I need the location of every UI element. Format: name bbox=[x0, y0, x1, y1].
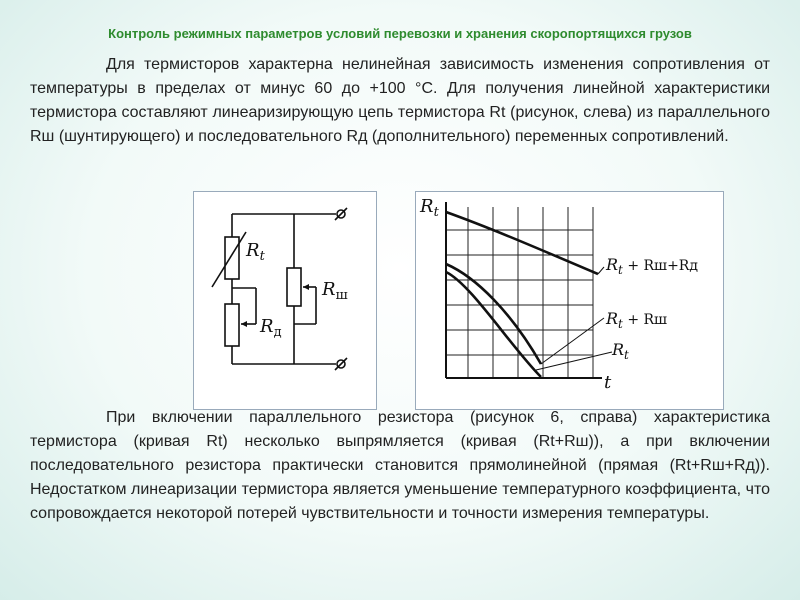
paragraph-intro bbox=[30, 53, 770, 149]
resistor-rd bbox=[225, 304, 239, 346]
paragraph-conclusion bbox=[30, 406, 770, 526]
label-curve-rt-rsh: $R_t$ + Rш bbox=[606, 309, 668, 331]
label-rt: $R_t$ bbox=[246, 240, 265, 264]
label-rd: $R_д$ bbox=[260, 316, 282, 340]
resistor-rsh bbox=[287, 268, 301, 306]
circuit-diagram bbox=[193, 191, 377, 410]
paragraph-conclusion-text: При включении параллельного резистора (рисунок 6, справа) характеристика термистора (кривая Rt) несколько выпрямляется (кривая (Rt+Rш)), а при включении последовательного резистора практически становится прямолинейной (прямая (Rt+Rш+Rд)). Недостатком линеаризации термистора является уменьшение температурного коэффициента, что сопровождается некоторой потерей чувствительности и точности измерения температуры. bbox=[30, 409, 770, 522]
label-curve-rt: $R_t$ bbox=[612, 340, 629, 362]
y-axis-label: $R_t$ bbox=[420, 196, 439, 220]
thermistor-rt bbox=[225, 237, 239, 279]
label-rsh: $R_ш$ bbox=[322, 279, 348, 303]
slide-title: Контроль режимных параметров условий перевозки и хранения скоропортящихся грузов bbox=[108, 26, 692, 41]
label-curve-rt-rsh-rd: $R_t + Rш+Rд$ bbox=[606, 255, 698, 277]
paragraph-intro-text: Для термисторов характерна нелинейная зависимость изменения сопротивления от температуры в пределах от минус 60 до +100 °С. Для получения линейной характеристики термистора составляют линеаризирующую цепь термистора Rt (рисунок, слева) из параллельного Rш (шунтирующего) и последовательного Rд (дополнительного) переменных сопротивлений. bbox=[30, 56, 770, 145]
circuit-svg bbox=[194, 192, 376, 409]
graph-svg bbox=[416, 192, 723, 409]
characteristic-graph bbox=[415, 191, 724, 410]
x-axis-label: t bbox=[604, 372, 612, 393]
curve-rt-rsh-rd bbox=[446, 212, 598, 274]
